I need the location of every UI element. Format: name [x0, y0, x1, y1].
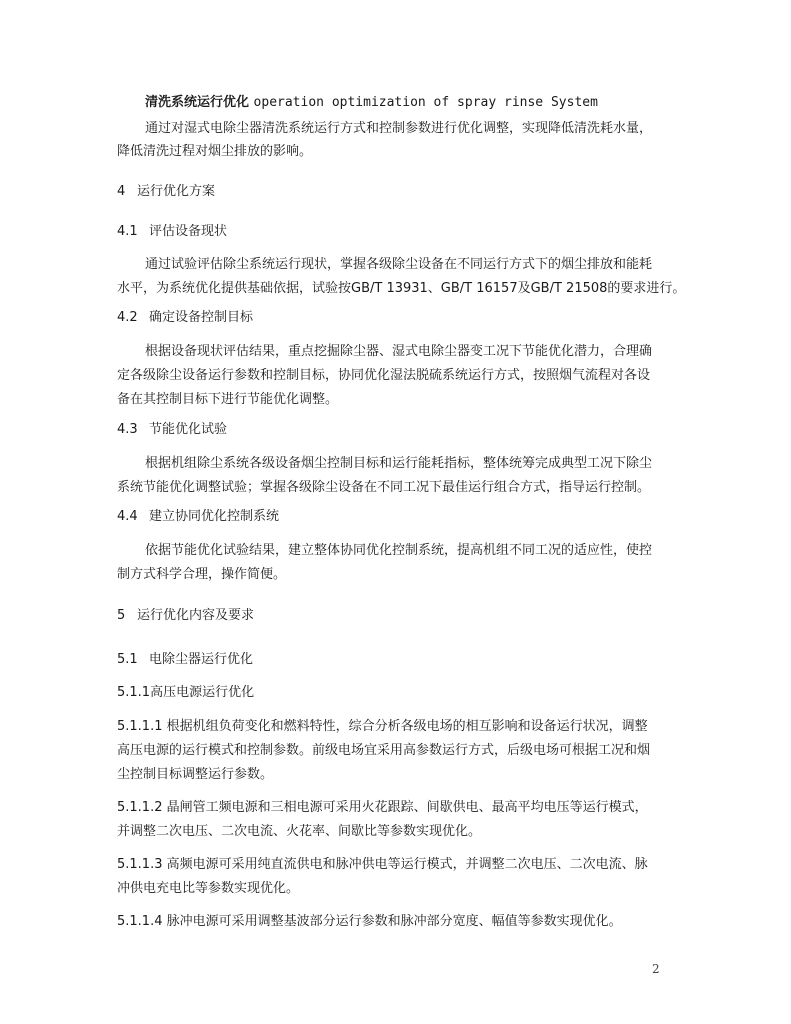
clause-text: 根据机组负荷变化和燃料特性，综合分析各级电场的相互影响和设备运行状况，调整 [166, 719, 648, 734]
clause-5-1-1-4-line-1 [117, 913, 682, 931]
paragraph-line: 并调整二次电压、二次电流、火花率、间歇比等参数实现优化。 [117, 824, 482, 839]
section-number: 5.1.1 [117, 685, 151, 700]
section-number: 4.2 [117, 310, 138, 325]
term-title-cn: 清洗系统运行优化 [145, 95, 250, 110]
paragraph-line: 定各级除尘设备运行参数和控制目标，协同优化湿法脱硫系统运行方式，按照烟气流程对各设 [117, 368, 651, 383]
section-number: 4.3 [117, 422, 138, 437]
term-definition-line-1: 通过对湿式电除尘器清洗系统运行方式和控制参数进行优化调整，实现降低清洗耗水量， [145, 121, 653, 136]
section-title: 电除尘器运行优化 [149, 652, 254, 667]
paragraph-line: 尘控制目标调整运行参数。 [117, 767, 274, 782]
section-number: 4.4 [117, 509, 138, 524]
clause-number: 5.1.1.3 [117, 857, 163, 872]
section-title: 节能优化试验 [149, 422, 228, 437]
section-title: 高压电源运行优化 [150, 685, 255, 700]
section-title: 确定设备控制目标 [149, 310, 254, 325]
clause-5-1-1-1-line-1 [117, 718, 682, 736]
section-number: 5.1 [117, 652, 138, 667]
paragraph-line: 高压电源的运行模式和控制参数。前级电场宜采用高参数运行方式，后级电场可根据工况和烟 [117, 743, 651, 758]
paragraph-line: 水平，为系统优化提供基础依据，试验按GB/T 13931、GB/T 16157及GB/T 21508的要求进行。 [117, 281, 686, 296]
section-title: 运行优化内容及要求 [137, 608, 255, 623]
clause-text: 晶闸管工频电源和三相电源可采用火花跟踪、间歇供电、最高平均电压等运行模式， [166, 800, 648, 815]
paragraph-line: 制方式科学合理，操作简便。 [117, 567, 287, 582]
paragraph-line: 依据节能优化试验结果，建立整体协同优化控制系统，提高机组不同工况的适应性，使控 [145, 543, 653, 558]
section-number: 5 [117, 608, 126, 623]
clause-number: 5.1.1.2 [117, 800, 163, 815]
clause-number: 5.1.1.1 [117, 719, 163, 734]
section-4-heading [117, 183, 682, 201]
paragraph-line: 系统节能优化调整试验；掌握各级除尘设备在不同工况下最佳运行组合方式，指导运行控制。 [117, 480, 651, 495]
section-5-1-1-heading [117, 684, 682, 702]
section-title: 运行优化方案 [137, 184, 216, 199]
clause-text: 高频电源可采用纯直流供电和脉冲供电等运行模式，并调整二次电压、二次电流、脉 [166, 857, 648, 872]
section-5-heading [117, 607, 682, 625]
section-5-1-heading [117, 651, 682, 669]
section-title: 评估设备现状 [149, 224, 228, 239]
term-title-en: operation optimization of spray rinse System [253, 95, 598, 110]
section-4-1-heading [117, 223, 682, 241]
paragraph-line: 根据设备现状评估结果，重点挖掘除尘器、湿式电除尘器变工况下节能优化潜力，合理确 [145, 344, 653, 359]
section-number: 4.1 [117, 224, 138, 239]
section-4-4-heading [117, 508, 682, 526]
section-4-2-heading [117, 309, 682, 327]
clause-number: 5.1.1.4 [117, 914, 163, 929]
page-number: 2 [652, 962, 660, 976]
section-4-3-heading [117, 421, 682, 439]
paragraph-line: 通过试验评估除尘系统运行现状，掌握各级除尘设备在不同运行方式下的烟尘排放和能耗 [145, 257, 653, 272]
paragraph-line: 备在其控制目标下进行节能优化调整。 [117, 392, 339, 407]
clause-text: 脉冲电源可采用调整基波部分运行参数和脉冲部分宽度、幅值等参数实现优化。 [166, 914, 622, 929]
term-title [145, 94, 710, 112]
clause-5-1-1-3-line-1 [117, 856, 682, 874]
section-number: 4 [117, 184, 126, 199]
term-definition-line-2: 降低清洗过程对烟尘排放的影响。 [117, 144, 313, 159]
section-title: 建立协同优化控制系统 [149, 509, 280, 524]
paragraph-line: 冲供电充电比等参数实现优化。 [117, 881, 300, 896]
clause-5-1-1-2-line-1 [117, 799, 682, 817]
paragraph-line: 根据机组除尘系统各级设备烟尘控制目标和运行能耗指标，整体统筹完成典型工况下除尘 [145, 456, 653, 471]
